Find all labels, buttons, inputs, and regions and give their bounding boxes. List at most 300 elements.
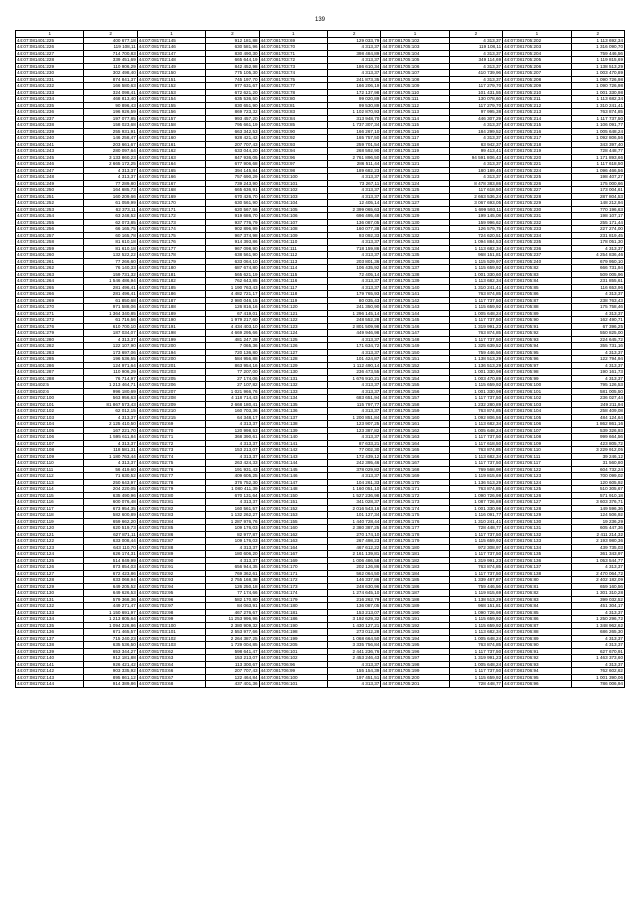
cadastral-value-cell: 113 300,67 xyxy=(206,661,259,668)
cadastral-value-cell: 1 737 307,34 xyxy=(328,122,381,129)
cadastral-number-cell: 44:07:081705:137 xyxy=(381,265,449,272)
cadastral-number-cell: 44:07:081704:174 xyxy=(259,590,327,597)
cadastral-value-cell: 728 448,77 xyxy=(449,681,502,688)
cadastral-number-cell: 44:07:081401:245 xyxy=(16,154,84,161)
cadastral-number-cell: 44:07:081702:203 xyxy=(137,369,205,376)
cadastral-number-cell: 44:07:081702:70 xyxy=(137,427,205,434)
cadastral-number-cell: 44:07:081705:90 xyxy=(503,317,571,324)
cadastral-value-cell: 376 752,30 xyxy=(206,479,259,486)
cadastral-number-cell: 44:07:081704:127 xyxy=(259,349,327,356)
cadastral-value-cell: 4 313,37 xyxy=(328,278,381,285)
cadastral-value-cell: 1 102 870,93 xyxy=(328,109,381,116)
cadastral-number-cell: 44:07:081402:5 xyxy=(16,382,84,389)
cadastral-value-cell: 4 313,37 xyxy=(449,50,502,57)
cadastral-number-cell: 44:07:081705:165 xyxy=(381,447,449,454)
cadastral-value-cell: 1 096 466,56 xyxy=(571,167,624,174)
cadastral-value-cell: 1 001 330,98 xyxy=(449,388,502,395)
cadastral-value-cell: 400 677,18 xyxy=(84,37,137,44)
cadastral-value-cell: 739 243,90 xyxy=(206,180,259,187)
cadastral-number-cell: 44:07:081704:130 xyxy=(259,369,327,376)
cadastral-number-cell: 44:07:081705:126 xyxy=(381,193,449,200)
cadastral-number-cell: 44:07:081703:78 xyxy=(259,89,327,96)
cadastral-value-cell: 4 313,37 xyxy=(328,239,381,246)
cadastral-number-cell: 44:07:081705:147 xyxy=(381,330,449,337)
cadastral-number-cell: 44:07:081401:259 xyxy=(16,245,84,252)
cadastral-number-cell: 44:07:081705:233 xyxy=(503,226,571,233)
cadastral-value-cell: 1 113 682,34 xyxy=(449,278,502,285)
cadastral-number-cell: 44:07:081704:134 xyxy=(259,395,327,402)
cadastral-value-cell: 1 339 487,87 xyxy=(449,577,502,584)
cadastral-value-cell: 1 106 091,77 xyxy=(571,122,624,129)
cadastral-value-cell: 446 307,29 xyxy=(449,115,502,122)
cadastral-number-cell: 44:07:081705:167 xyxy=(381,460,449,467)
cadastral-value-cell: 2 453 246,43 xyxy=(328,655,381,662)
cadastral-value-cell: 2 380 387,25 xyxy=(328,525,381,532)
cadastral-number-cell: 44:07:081702:100 xyxy=(16,395,84,402)
cadastral-number-cell: 44:07:081401:264 xyxy=(16,278,84,285)
cadastral-value-cell: 109 176,03 xyxy=(206,538,259,545)
cadastral-number-cell: 44:07:081706:135 xyxy=(503,551,571,558)
cadastral-value-cell: 967 098,90 xyxy=(206,245,259,252)
cadastral-number-cell: 44:07:081705:187 xyxy=(381,590,449,597)
cadastral-value-cell: 231 819,45 xyxy=(571,232,624,239)
cadastral-number-cell: 44:07:081702:73 xyxy=(137,447,205,454)
cadastral-value-cell: 762 602,62 xyxy=(571,668,624,675)
cadastral-value-cell: 1 136 513,29 xyxy=(449,479,502,486)
cadastral-number-cell: 44:07:081401:262 xyxy=(16,265,84,272)
cadastral-value-cell: 71 630,52 xyxy=(84,473,137,480)
column-header-id: 1 xyxy=(16,31,84,38)
cadastral-value-cell: 620 519,73 xyxy=(84,525,137,532)
cadastral-number-cell: 44:07:081704:116 xyxy=(259,278,327,285)
cadastral-value-cell: 1 364 340,85 xyxy=(84,310,137,317)
cadastral-number-cell: 44:07:081705:240 xyxy=(503,258,571,265)
cadastral-value-cell: 61 716,56 xyxy=(84,317,137,324)
cadastral-value-cell: 449 946,98 xyxy=(328,330,381,337)
cadastral-number-cell: 44:07:081705:219 xyxy=(503,148,571,155)
cadastral-value-cell: 687 674,80 xyxy=(206,265,259,272)
cadastral-number-cell: 44:07:081705:224 xyxy=(503,167,571,174)
cadastral-number-cell: 44:07:081703:83 xyxy=(259,109,327,116)
cadastral-value-cell: 62 373,11 xyxy=(84,206,137,213)
cadastral-value-cell: 1 090 726,98 xyxy=(571,76,624,83)
cadastral-number-cell: 44:07:081705:121 xyxy=(381,161,449,168)
cadastral-number-cell: 44:07:081705:225 xyxy=(503,174,571,181)
cadastral-value-cell: 1 115 659,92 xyxy=(449,538,502,545)
cadastral-value-cell: 19 236,29 xyxy=(571,518,624,525)
cadastral-value-cell: 90 896,43 xyxy=(84,102,137,109)
cadastral-number-cell: 44:07:081705:141 xyxy=(381,291,449,298)
cadastral-value-cell: 869 723,32 xyxy=(206,109,259,116)
cadastral-number-cell: 44:07:081705:177 xyxy=(381,525,449,532)
cadastral-number-cell: 44:07:081702:205 xyxy=(137,375,205,382)
cadastral-number-cell: 44:07:081704:114 xyxy=(259,265,327,272)
cadastral-value-cell: 4 313,37 xyxy=(84,167,137,174)
cadastral-number-cell: 44:07:081702:158 xyxy=(137,122,205,129)
cadastral-number-cell: 44:07:081703:70 xyxy=(259,44,327,51)
cadastral-value-cell: 1 087 726,88 xyxy=(449,499,502,506)
cadastral-number-cell: 44:07:081706:91 xyxy=(503,648,571,655)
cadastral-number-cell: 44:07:081703:101 xyxy=(137,629,205,636)
cadastral-number-cell: 44:07:081703:102 xyxy=(137,635,205,642)
cadastral-value-cell: 903 335,92 xyxy=(84,668,137,675)
cadastral-value-cell: 4 669 295,66 xyxy=(206,330,259,337)
cadastral-number-cell: 44:07:081706:85 xyxy=(503,609,571,616)
cadastral-value-cell: 1 316 090,70 xyxy=(571,44,624,51)
cadastral-number-cell: 44:07:081705:200 xyxy=(381,674,449,681)
cadastral-number-cell: 44:07:081402:6 xyxy=(16,388,84,395)
cadastral-number-cell: 44:07:081401:239 xyxy=(16,128,84,135)
cadastral-value-cell: 795 126,53 xyxy=(571,382,624,389)
cadastral-number-cell: 44:07:081704:199 xyxy=(259,635,327,642)
cadastral-value-cell: 341 028,37 xyxy=(328,499,381,506)
cadastral-value-cell: 4 313,37 xyxy=(571,245,624,252)
cadastral-number-cell: 44:07:081702:198 xyxy=(137,330,205,337)
cadastral-value-cell: 1 119 815,69 xyxy=(571,57,624,64)
cadastral-number-cell: 44:07:081704:109 xyxy=(259,232,327,239)
cadastral-value-cell: 148 212,94 xyxy=(571,200,624,207)
cadastral-value-cell: 4 313,37 xyxy=(328,382,381,389)
cadastral-number-cell: 44:07:081702:91 xyxy=(137,564,205,571)
cadastral-value-cell: 4 313,37 xyxy=(328,44,381,51)
cadastral-number-cell: 44:07:081705:226 xyxy=(503,180,571,187)
cadastral-number-cell: 44:07:081706:129 xyxy=(503,512,571,519)
cadastral-number-cell: 44:07:081705:104 xyxy=(381,50,449,57)
cadastral-value-cell: 122 794,94 xyxy=(571,356,624,363)
cadastral-value-cell: 718 159,86 xyxy=(328,245,381,252)
cadastral-value-cell: 2 755 168,38 xyxy=(206,577,259,584)
cadastral-value-cell: 1 119 815,69 xyxy=(449,590,502,597)
cadastral-value-cell: 258 409,08 xyxy=(571,408,624,415)
cadastral-value-cell: 117 279,70 xyxy=(449,83,502,90)
cadastral-value-cell: 99 530,89 xyxy=(328,102,381,109)
cadastral-number-cell: 44:07:081401:234 xyxy=(16,96,84,103)
cadastral-number-cell: 44:07:081704:169 xyxy=(259,557,327,564)
cadastral-value-cell: 159 996,62 xyxy=(449,219,502,226)
cadastral-number-cell: 44:07:081401:240 xyxy=(16,135,84,142)
cadastral-number-cell: 44:07:081704:164 xyxy=(259,544,327,551)
cadastral-number-cell: 44:07:081702:164 xyxy=(137,161,205,168)
cadastral-value-cell: 1 092 806,56 xyxy=(449,414,502,421)
cadastral-value-cell: 600 076,48 xyxy=(84,499,137,506)
cadastral-value-cell: 673 954,35 xyxy=(84,505,137,512)
cadastral-value-cell: 775 105,30 xyxy=(206,70,259,77)
cadastral-number-cell: 44:07:081401:230 xyxy=(16,70,84,77)
cadastral-value-cell: 4 254 836,46 xyxy=(571,252,624,259)
cadastral-number-cell: 44:07:081705:132 xyxy=(381,232,449,239)
cadastral-number-cell: 44:07:081703:98 xyxy=(259,167,327,174)
cadastral-value-cell: 763 874,85 xyxy=(449,564,502,571)
cadastral-number-cell: 44:07:081702:74 xyxy=(137,453,205,460)
cadastral-value-cell: 686 265,30 xyxy=(571,629,624,636)
cadastral-value-cell: 1 090 726,98 xyxy=(449,492,502,499)
cadastral-number-cell: 44:07:081702:87 xyxy=(137,538,205,545)
cadastral-value-cell: 439 735,03 xyxy=(571,544,624,551)
cadastral-value-cell: 11 253 996,96 xyxy=(206,616,259,623)
cadastral-number-cell: 44:07:081704:121 xyxy=(259,310,327,317)
cadastral-number-cell: 44:07:081703:80 xyxy=(259,96,327,103)
cadastral-value-cell: 398 484,89 xyxy=(328,50,381,57)
cadastral-number-cell: 44:07:081401:286 xyxy=(16,362,84,369)
cadastral-number-cell: 44:07:081702:206 xyxy=(137,382,205,389)
cadastral-number-cell: 44:07:081705:129 xyxy=(381,213,449,220)
cadastral-number-cell: 44:07:081705:106 xyxy=(381,63,449,70)
cadastral-number-cell: 44:07:081706:87 xyxy=(503,622,571,629)
cadastral-value-cell: 1 117 737,50 xyxy=(449,648,502,655)
cadastral-number-cell: 44:07:081704:124 xyxy=(259,330,327,337)
cadastral-value-cell: 1 190 763,43 xyxy=(206,284,259,291)
cadastral-number-cell: 44:07:081702:142 xyxy=(16,668,84,675)
cadastral-number-cell: 44:07:081704:150 xyxy=(259,492,327,499)
cadastral-number-cell: 44:07:081704:173 xyxy=(259,583,327,590)
cadastral-value-cell: 1 115 659,92 xyxy=(449,265,502,272)
cadastral-number-cell: 44:07:081705:170 xyxy=(381,479,449,486)
cadastral-number-cell: 44:07:081705:138 xyxy=(381,271,449,278)
cadastral-value-cell: 97 995,38 xyxy=(449,109,502,116)
cadastral-number-cell: 44:07:081702:141 xyxy=(16,661,84,668)
cadastral-number-cell: 44:07:081705:199 xyxy=(381,668,449,675)
cadastral-value-cell: 672 423,86 xyxy=(84,570,137,577)
cadastral-number-cell: 44:07:081705:205 xyxy=(503,57,571,64)
cadastral-value-cell: 162 490,71 xyxy=(571,317,624,324)
cadastral-value-cell: 665 636,91 xyxy=(206,187,259,194)
cadastral-value-cell: 4 313,37 xyxy=(328,388,381,395)
cadastral-value-cell: 4 313,37 xyxy=(328,284,381,291)
cadastral-value-cell: 120 998,53 xyxy=(206,427,259,434)
cadastral-number-cell: 44:07:081702:187 xyxy=(137,297,205,304)
cadastral-number-cell: 44:07:081705:179 xyxy=(381,538,449,545)
cadastral-value-cell: 683 651,94 xyxy=(328,395,381,402)
cadastral-value-cell: 763 874,85 xyxy=(571,109,624,116)
cadastral-number-cell: 44:07:081704:113 xyxy=(259,258,327,265)
cadastral-value-cell: 1 113 682,34 xyxy=(449,629,502,636)
cadastral-number-cell: 44:07:081705:128 xyxy=(381,206,449,213)
cadastral-number-cell: 44:07:081702:209 xyxy=(137,401,205,408)
cadastral-number-cell: 44:07:081705:111 xyxy=(381,96,449,103)
cadastral-number-cell: 44:07:081702:169 xyxy=(137,193,205,200)
cadastral-value-cell: 610 700,10 xyxy=(84,323,137,330)
cadastral-number-cell: 44:07:081703:74 xyxy=(259,70,327,77)
cadastral-value-cell: 2 399 065,63 xyxy=(328,206,381,213)
cadastral-value-cell: 1 200 851,84 xyxy=(328,414,381,421)
cadastral-number-cell: 44:07:081401:271 xyxy=(16,310,84,317)
cadastral-number-cell: 44:07:081704:160 xyxy=(259,525,327,532)
cadastral-number-cell: 44:07:081705:89 xyxy=(503,310,571,317)
cadastral-value-cell: 1 296 145,14 xyxy=(328,310,381,317)
cadastral-number-cell: 44:07:081702:85 xyxy=(137,525,205,532)
cadastral-value-cell: 4 313,37 xyxy=(571,291,624,298)
cadastral-value-cell: 763 874,85 xyxy=(449,408,502,415)
cadastral-value-cell: 728 448,77 xyxy=(449,525,502,532)
cadastral-value-cell: 270 174,10 xyxy=(328,531,381,538)
cadastral-number-cell: 44:07:081704:162 xyxy=(259,531,327,538)
cadastral-value-cell: 759 446,56 xyxy=(449,349,502,356)
cadastral-number-cell: 44:07:081705:150 xyxy=(381,349,449,356)
cadastral-value-cell: 550 825,00 xyxy=(571,330,624,337)
cadastral-value-cell: 763 874,85 xyxy=(449,291,502,298)
cadastral-value-cell: 4 313,37 xyxy=(328,408,381,415)
cadastral-value-cell: 124 971,64 xyxy=(84,362,137,369)
cadastral-value-cell: 255 171,44 xyxy=(571,219,624,226)
cadastral-number-cell: 44:07:081401:261 xyxy=(16,258,84,265)
cadastral-number-cell: 44:07:081705:208 xyxy=(503,76,571,83)
cadastral-value-cell: 1 595 611,84 xyxy=(84,434,137,441)
cadastral-value-cell: 1 117 737,50 xyxy=(449,668,502,675)
cadastral-value-cell: 268 592,90 xyxy=(328,148,381,155)
cadastral-value-cell: 635 536,50 xyxy=(206,96,259,103)
cadastral-value-cell: 93 092,33 xyxy=(328,232,381,239)
cadastral-number-cell: 44:07:081702:123 xyxy=(16,544,84,551)
cadastral-number-cell: 44:07:081705:139 xyxy=(381,278,449,285)
cadastral-value-cell: 1 287 976,76 xyxy=(206,518,259,525)
cadastral-number-cell: 44:07:081706:127 xyxy=(503,499,571,506)
cadastral-number-cell: 44:07:081702:90 xyxy=(137,557,205,564)
cadastral-number-cell: 44:07:081705:192 xyxy=(381,622,449,629)
cadastral-number-cell: 44:07:081704:172 xyxy=(259,577,327,584)
cadastral-number-cell: 44:07:081703:63 xyxy=(137,655,205,662)
cadastral-value-cell: 280 097,64 xyxy=(84,148,137,155)
cadastral-number-cell: 44:07:081702:189 xyxy=(137,310,205,317)
cadastral-number-cell: 44:07:081702:83 xyxy=(137,512,205,519)
cadastral-value-cell: 399 032,52 xyxy=(571,596,624,603)
cadastral-value-cell: 786 006,94 xyxy=(571,681,624,688)
cadastral-number-cell: 44:07:081702:135 xyxy=(16,622,84,629)
cadastral-value-cell: 267 498,23 xyxy=(328,538,381,545)
cadastral-number-cell: 44:07:081706:105 xyxy=(503,414,571,421)
cadastral-value-cell: 4 313,37 xyxy=(571,635,624,642)
cadastral-value-cell: 1 138 513,29 xyxy=(449,356,502,363)
cadastral-number-cell: 44:07:081705:206 xyxy=(503,63,571,70)
cadastral-value-cell: 1 113 692,34 xyxy=(571,37,624,44)
cadastral-value-cell: 324 098,41 xyxy=(84,89,137,96)
cadastral-value-cell: 3 603 376,71 xyxy=(571,499,624,506)
cadastral-value-cell: 769 568,98 xyxy=(449,466,502,473)
cadastral-number-cell: 44:07:081702:104 xyxy=(16,421,84,428)
cadastral-number-cell: 44:07:081702:190 xyxy=(137,317,205,324)
cadastral-value-cell: 4 313,37 xyxy=(449,76,502,83)
cadastral-number-cell: 44:07:081704:186 xyxy=(259,616,327,623)
cadastral-value-cell: 1 117 737,50 xyxy=(449,531,502,538)
cadastral-value-cell: 160 077,38 xyxy=(328,226,381,233)
cadastral-number-cell: 44:07:081702:130 xyxy=(16,590,84,597)
cadastral-number-cell: 44:07:081401:270 xyxy=(16,304,84,311)
cadastral-value-cell: 914 393,86 xyxy=(206,239,259,246)
cadastral-number-cell: 44:07:081705:156 xyxy=(381,388,449,395)
cadastral-number-cell: 44:07:081702:103 xyxy=(16,414,84,421)
cadastral-number-cell: 44:07:081702:94 xyxy=(137,583,205,590)
cadastral-number-cell: 44:07:081706:126 xyxy=(503,492,571,499)
cadastral-value-cell: 129 033,79 xyxy=(328,37,381,44)
cadastral-value-cell: 582 170,80 xyxy=(206,596,259,603)
cadastral-number-cell: 44:07:081704:143 xyxy=(259,453,327,460)
cadastral-number-cell: 44:07:081704:142 xyxy=(259,447,327,454)
cadastral-number-cell: 44:07:081702:162 xyxy=(137,148,205,155)
cadastral-number-cell: 44:07:081702:99 xyxy=(137,616,205,623)
cadastral-value-cell: 130 078,60 xyxy=(449,96,502,103)
cadastral-value-cell: 993 457,20 xyxy=(206,115,259,122)
cadastral-value-cell: 677 906,68 xyxy=(206,161,259,168)
cadastral-number-cell: 44:07:081704:180 xyxy=(259,603,327,610)
cadastral-number-cell: 44:07:081702:81 xyxy=(137,499,205,506)
cadastral-value-cell: 1 301 310,28 xyxy=(571,590,624,597)
cadastral-number-cell: 44:07:081706:89 xyxy=(503,635,571,642)
cadastral-value-cell: 172 137,98 xyxy=(328,89,381,96)
cadastral-number-cell: 44:07:081705:235 xyxy=(503,239,571,246)
cadastral-number-cell: 44:07:081705:218 xyxy=(503,141,571,148)
cadastral-value-cell: 1 115 659,92 xyxy=(449,304,502,311)
cadastral-number-cell: 44:07:081703:72 xyxy=(259,57,327,64)
cadastral-number-cell: 44:07:081705:183 xyxy=(381,564,449,571)
cadastral-value-cell: 4 313,37 xyxy=(449,161,502,168)
cadastral-number-cell: 44:07:081703:85 xyxy=(259,122,327,129)
cadastral-value-cell: 437 401,36 xyxy=(206,681,259,688)
cadastral-value-cell: 4 313,37 xyxy=(206,499,259,506)
cadastral-value-cell: 1 005 648,24 xyxy=(449,427,502,434)
cadastral-number-cell: 44:07:081705:144 xyxy=(381,310,449,317)
cadastral-number-cell: 44:07:081705:122 xyxy=(381,167,449,174)
cadastral-value-cell: 4 313,37 xyxy=(449,174,502,181)
cadastral-value-cell: 115 797,77 xyxy=(328,401,381,408)
cadastral-value-cell: 76 140,33 xyxy=(84,265,137,272)
cadastral-number-cell: 44:07:081401:272 xyxy=(16,317,84,324)
cadastral-value-cell: 184 299,52 xyxy=(449,128,502,135)
cadastral-value-cell: 77 174,66 xyxy=(206,590,259,597)
cadastral-value-cell: 968 151,81 xyxy=(449,603,502,610)
cadastral-value-cell: 1 117 618,50 xyxy=(449,440,502,447)
cadastral-value-cell: 4 313,37 xyxy=(84,460,137,467)
cadastral-value-cell: 77 289,80 xyxy=(84,180,137,187)
cadastral-value-cell: 842 452,98 xyxy=(206,63,259,70)
cadastral-number-cell: 44:07:081401:285 xyxy=(16,356,84,363)
cadastral-number-cell: 44:07:081705:162 xyxy=(381,427,449,434)
cadastral-number-cell: 44:07:081702:146 xyxy=(137,44,205,51)
cadastral-value-cell: 101 127,34 xyxy=(328,512,381,519)
cadastral-value-cell: 4 118 714,43 xyxy=(206,395,259,402)
cadastral-value-cell: 912 181,88 xyxy=(84,655,137,662)
cadastral-value-cell: 203 661,67 xyxy=(84,141,137,148)
cadastral-number-cell: 44:07:081702:76 xyxy=(137,466,205,473)
cadastral-value-cell: 4 313,37 xyxy=(328,661,381,668)
column-header-id: 1 xyxy=(137,31,205,38)
cadastral-value-cell: 173 697,06 xyxy=(84,349,137,356)
cadastral-value-cell: 1 117 737,50 xyxy=(449,395,502,402)
cadastral-value-cell: 635 536,50 xyxy=(84,642,137,649)
cadastral-number-cell: 44:07:081706:130 xyxy=(503,518,571,525)
cadastral-value-cell: 238 763,43 xyxy=(571,297,624,304)
cadastral-value-cell: 2 264 387,25 xyxy=(206,635,259,642)
cadastral-value-cell: 670 131,64 xyxy=(206,492,259,499)
cadastral-number-cell: 44:07:081702:174 xyxy=(137,226,205,233)
cadastral-number-cell: 44:07:081704:146 xyxy=(259,473,327,480)
cadastral-value-cell: 7 065,36 xyxy=(206,343,259,350)
cadastral-value-cell: 3 067 693,05 xyxy=(449,200,502,207)
cadastral-number-cell: 44:07:081703:101 xyxy=(259,180,327,187)
cadastral-value-cell: 281 496,41 xyxy=(84,291,137,298)
cadastral-number-cell: 44:07:081705:216 xyxy=(503,128,571,135)
cadastral-value-cell: 1 116 091,77 xyxy=(449,512,502,519)
cadastral-value-cell: 579 368,36 xyxy=(84,596,137,603)
cadastral-number-cell: 44:07:081702:148 xyxy=(137,57,205,64)
cadastral-value-cell: 1 319 991,23 xyxy=(449,655,502,662)
cadastral-number-cell: 44:07:081702:179 xyxy=(137,258,205,265)
cadastral-value-cell: 343 397,40 xyxy=(571,141,624,148)
cadastral-number-cell: 44:07:081702:133 xyxy=(16,609,84,616)
cadastral-value-cell: 4 313,37 xyxy=(449,63,502,70)
cadastral-value-cell: 227 274,00 xyxy=(571,226,624,233)
cadastral-number-cell: 44:07:081706:92 xyxy=(503,655,571,662)
cadastral-value-cell: 571 910,18 xyxy=(571,492,624,499)
cadastral-number-cell: 44:07:081705:94 xyxy=(503,343,571,350)
